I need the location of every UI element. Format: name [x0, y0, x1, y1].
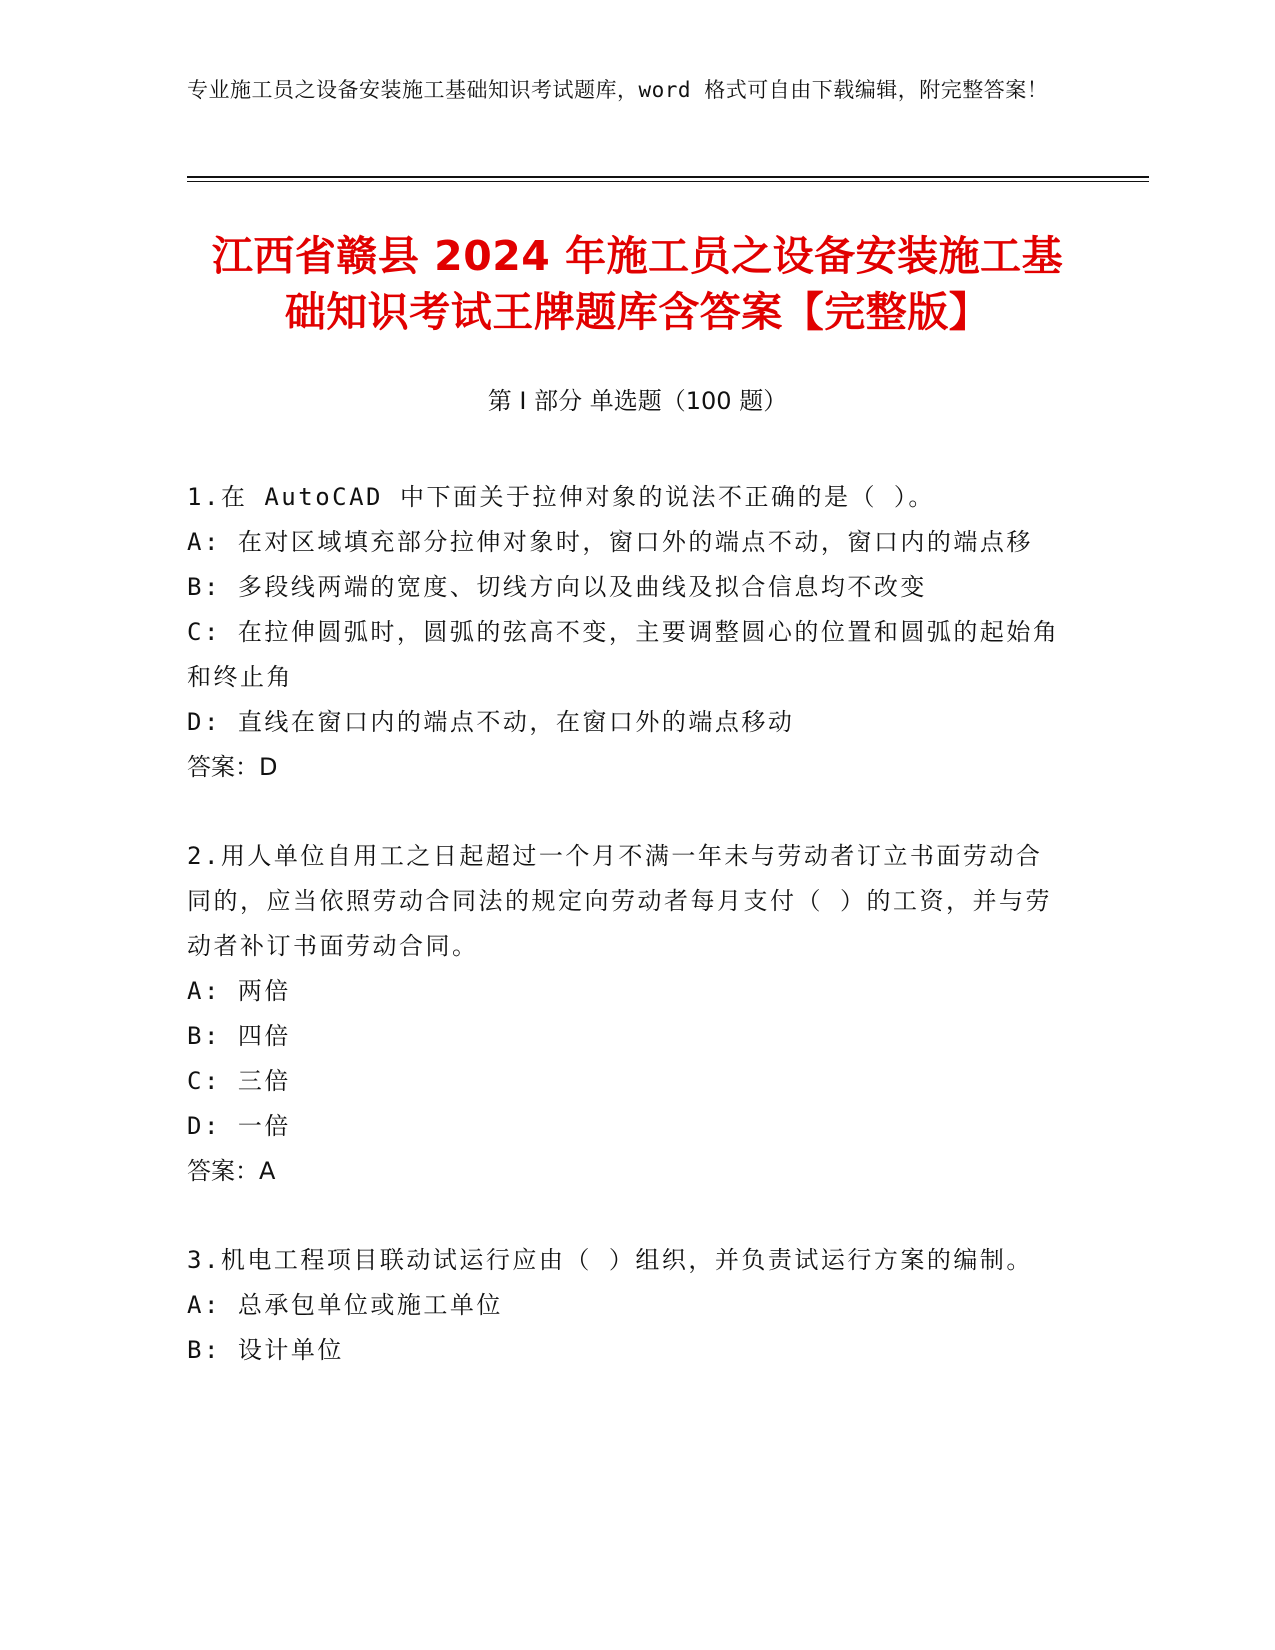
- question-3: [187, 1238, 1067, 1373]
- section-title: 第 I 部分 单选题（100 题）: [487, 387, 788, 415]
- header-rule-thin: [187, 181, 1149, 182]
- option-d: D: 直线在窗口内的端点不动，在窗口外的端点移动: [187, 708, 795, 736]
- document-title-line-2: 础知识考试王牌题库含答案【完整版】: [284, 288, 991, 336]
- option-d: D: 一倍: [187, 1112, 291, 1140]
- option-a: A: 总承包单位或施工单位: [187, 1291, 503, 1319]
- option-b: B: 多段线两端的宽度、切线方向以及曲线及拟合信息均不改变: [187, 573, 927, 601]
- document-title: [150, 228, 1125, 340]
- question-stem: 3.机电工程项目联动试运行应由（ ）组织，并负责试运行方案的编制。: [187, 1246, 1033, 1274]
- document-title-line-1: 江西省赣县 2024 年施工员之设备安装施工基: [211, 232, 1064, 280]
- header-note: 专业施工员之设备安装施工基础知识考试题库，word 格式可自由下载编辑，附完整答案！: [187, 78, 1049, 102]
- answer: 答案：A: [187, 1157, 276, 1185]
- question-1: [187, 475, 1067, 790]
- option-a: A: 在对区域填充部分拉伸对象时，窗口外的端点不动，窗口内的端点移: [187, 528, 1033, 556]
- answer: 答案：D: [187, 753, 278, 781]
- option-c: C: 在拉伸圆弧时，圆弧的弦高不变，主要调整圆心的位置和圆弧的起始角和终止角: [187, 618, 1060, 691]
- question-2: [187, 834, 1067, 1194]
- option-b: B: 四倍: [187, 1022, 291, 1050]
- option-a: A: 两倍: [187, 977, 291, 1005]
- question-stem: 2.用人单位自用工之日起超过一个月不满一年未与劳动者订立书面劳动合同的，应当依照劳动合同法的规定向劳动者每月支付（ ）的工资，并与劳动者补订书面劳动合同。: [187, 842, 1052, 960]
- option-c: C: 三倍: [187, 1067, 291, 1095]
- question-stem: 1.在 AutoCAD 中下面关于拉伸对象的说法不正确的是（ ）。: [187, 483, 935, 511]
- option-b: B: 设计单位: [187, 1336, 344, 1364]
- header-rule-thick: [187, 176, 1149, 178]
- question-list: [187, 475, 1067, 1417]
